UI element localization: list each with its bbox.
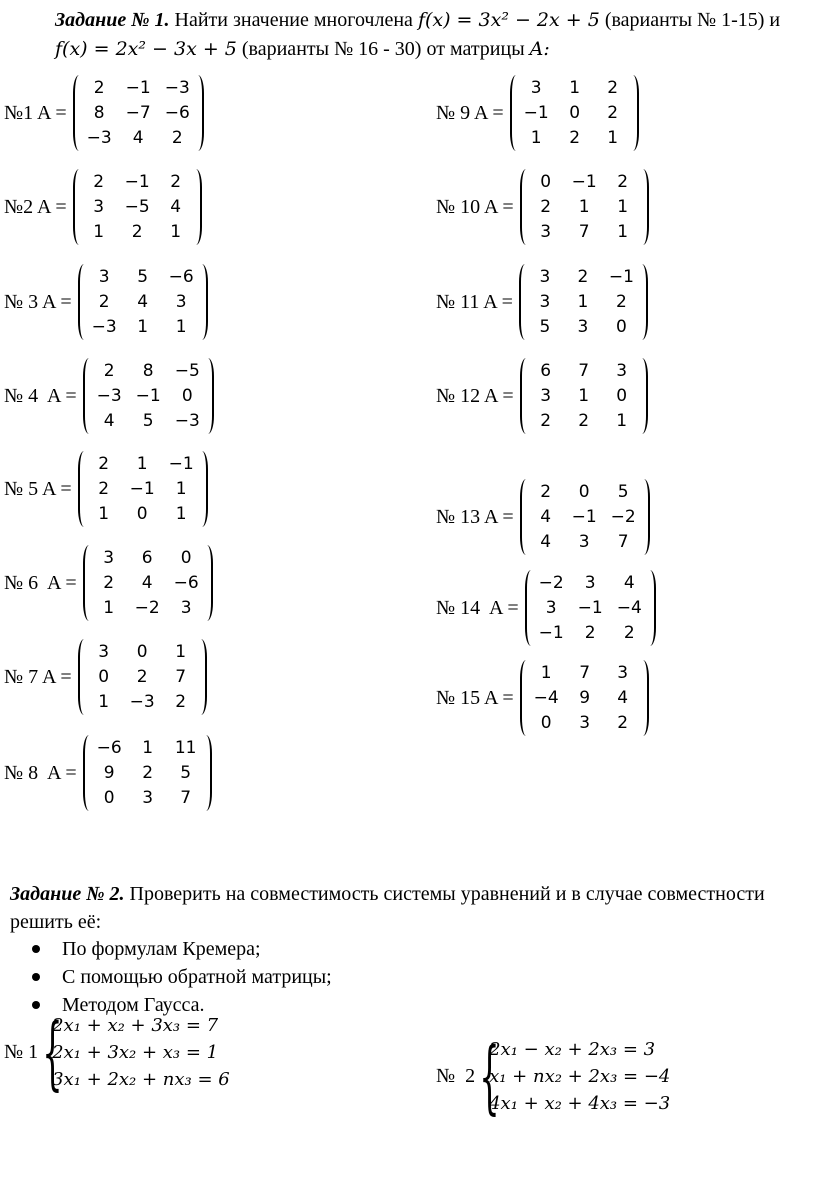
method-item: По формулам Кремера;	[28, 935, 332, 963]
matrix-variant	[436, 262, 648, 342]
matrix-cell: 2	[617, 172, 629, 192]
left-paren-icon	[520, 169, 532, 245]
matrix-grid	[92, 264, 194, 340]
right-paren-icon	[636, 358, 648, 434]
left-brace-icon: {	[42, 1005, 63, 1099]
matrix-cell: −6	[173, 573, 199, 593]
right-paren-icon	[190, 169, 202, 245]
matrix-cell: 0	[181, 386, 193, 406]
matrix-cell: 2	[175, 692, 187, 712]
method-item: Методом Гаусса.	[28, 991, 332, 1019]
matrix-cell: 2	[93, 78, 105, 98]
task1-text: Найти значение многочлена	[169, 9, 418, 31]
matrix	[519, 264, 648, 340]
right-paren-icon	[637, 660, 649, 736]
matrix-cell: 1	[175, 317, 187, 337]
matrix-cell: 2	[136, 667, 148, 687]
matrix-cell: 1	[617, 222, 629, 242]
matrix-cell: 2	[578, 411, 590, 431]
variant-label: № 3 A =	[4, 290, 72, 313]
bullet-icon	[32, 1001, 40, 1009]
matrix-grid	[97, 735, 198, 811]
matrix-cell: 5	[180, 763, 192, 783]
matrix-cell: 1	[175, 504, 187, 524]
matrix-symbol: A:	[529, 38, 550, 60]
matrix-cell: 2	[142, 763, 154, 783]
matrix	[73, 169, 202, 245]
matrix-grid	[87, 75, 190, 151]
matrix-cell: 3	[617, 663, 629, 683]
matrix-cell: 3	[545, 598, 557, 618]
bullet-icon	[32, 973, 40, 981]
equations	[52, 1012, 230, 1093]
left-paren-icon	[519, 264, 531, 340]
matrix-variant	[436, 73, 639, 153]
method-item: С помощью обратной матрицы;	[28, 963, 332, 991]
matrix-cell: 0	[136, 642, 148, 662]
matrix-cell: 3	[175, 292, 187, 312]
matrix-cell: 2	[131, 222, 143, 242]
matrix-cell: 3	[539, 292, 551, 312]
variant-label: № 11 A =	[436, 290, 513, 313]
matrix	[78, 639, 207, 715]
matrix-cell: 2	[623, 623, 635, 643]
variant-label: № 5 A =	[4, 477, 72, 500]
matrix-cell: 0	[136, 504, 148, 524]
matrix-cell: 3	[577, 317, 589, 337]
left-paren-icon	[520, 358, 532, 434]
matrix-cell: −1	[538, 623, 564, 643]
matrix-grid	[524, 75, 625, 151]
matrix-cell: 3	[579, 713, 591, 733]
variant-label: № 8 A =	[4, 761, 77, 784]
matrix-cell: 4	[103, 411, 115, 431]
matrix-cell: 3	[578, 532, 590, 552]
equation: 2x₁ + x₂ + 3x₃ = 7	[52, 1015, 219, 1036]
matrix-cell: 2	[170, 172, 182, 192]
matrix-cell: −1	[135, 386, 161, 406]
matrix-cell: −1	[571, 507, 597, 527]
equation-system-1	[4, 1005, 230, 1099]
matrix-variant	[436, 167, 649, 247]
matrix-cell: 3	[540, 386, 552, 406]
matrix-cell: 1	[136, 454, 148, 474]
matrix-grid	[534, 358, 634, 434]
left-paren-icon	[83, 358, 95, 434]
matrix	[83, 735, 212, 811]
matrix-cell: 3	[142, 788, 154, 808]
variant-label: № 7 A =	[4, 665, 72, 688]
matrix	[73, 75, 204, 151]
matrix-cell: 0	[98, 667, 110, 687]
matrix-cell: −1	[577, 598, 603, 618]
matrix-cell: 8	[93, 103, 105, 123]
right-paren-icon	[636, 264, 648, 340]
matrix-cell: −3	[91, 317, 117, 337]
left-paren-icon	[78, 264, 90, 340]
variant-label: № 12 A =	[436, 384, 514, 407]
matrix-grid	[97, 545, 199, 621]
matrix-grid	[534, 660, 635, 736]
matrix-grid	[534, 479, 636, 555]
matrix-grid	[87, 169, 188, 245]
matrix-cell: 2	[607, 103, 619, 123]
matrix-variant	[4, 543, 213, 623]
matrix	[78, 264, 208, 340]
right-paren-icon	[627, 75, 639, 151]
matrix-cell: 2	[607, 78, 619, 98]
matrix-cell: 4	[137, 292, 149, 312]
matrix-cell: 1	[578, 197, 590, 217]
right-paren-icon	[202, 358, 214, 434]
matrix-cell: 1	[540, 663, 552, 683]
equation: 2x₁ − x₂ + 2x₃ = 3	[489, 1039, 656, 1060]
matrix-cell: 6	[540, 361, 552, 381]
right-paren-icon	[638, 479, 650, 555]
matrix-cell: 0	[540, 713, 552, 733]
right-paren-icon	[200, 735, 212, 811]
equation-system-2	[436, 1029, 671, 1123]
matrix-cell: −1	[125, 78, 151, 98]
left-paren-icon	[83, 735, 95, 811]
right-paren-icon	[201, 545, 213, 621]
matrix-variant	[436, 658, 649, 738]
matrix-cell: 2	[171, 128, 183, 148]
variant-label: №2 A =	[4, 195, 67, 218]
matrix-cell: 1	[93, 222, 105, 242]
left-paren-icon	[73, 169, 85, 245]
matrix-cell: 7	[578, 222, 590, 242]
matrix-cell: −6	[168, 267, 194, 287]
matrix-cell: 2	[98, 454, 110, 474]
range-1: (варианты № 1-15) и	[599, 9, 781, 31]
task2-text: Проверить на совместимость системы уравнений и в случае совместности решить её:	[10, 883, 765, 933]
matrix-cell: −4	[533, 688, 559, 708]
left-paren-icon	[73, 75, 85, 151]
variant-label: № 15 A =	[436, 686, 514, 709]
matrix-cell: 3	[180, 598, 192, 618]
matrix-cell: 2	[103, 573, 115, 593]
variant-label: №1 A =	[4, 101, 67, 124]
matrix-cell: −3	[164, 78, 190, 98]
matrix-cell: 2	[615, 292, 627, 312]
right-paren-icon	[195, 639, 207, 715]
matrix-cell: −2	[538, 573, 564, 593]
matrix-cell: 4	[617, 688, 629, 708]
left-paren-icon	[78, 639, 90, 715]
matrix-cell: 2	[617, 713, 629, 733]
matrix-cell: 1	[578, 386, 590, 406]
matrix-cell: 2	[569, 128, 581, 148]
matrix-cell: 8	[142, 361, 154, 381]
matrix-cell: 2	[98, 292, 110, 312]
matrix-cell: 2	[577, 267, 589, 287]
matrix-cell: 1	[142, 738, 154, 758]
left-paren-icon	[510, 75, 522, 151]
matrix-cell: 3	[98, 267, 110, 287]
matrix-cell: −3	[129, 692, 155, 712]
matrix-cell: 0	[180, 548, 192, 568]
matrix-cell: 1	[175, 642, 187, 662]
matrix-cell: 0	[615, 317, 627, 337]
matrix-cell: 4	[623, 573, 635, 593]
matrix-cell: 3	[103, 548, 115, 568]
system-label: № 2	[436, 1065, 476, 1087]
left-paren-icon	[83, 545, 95, 621]
matrix-cell: 2	[540, 197, 552, 217]
task1-statement	[55, 6, 803, 64]
matrix-cell: 5	[142, 411, 154, 431]
matrix-variant	[4, 167, 202, 247]
equations	[489, 1036, 670, 1117]
matrix-cell: 9	[103, 763, 115, 783]
matrix-variant	[4, 733, 212, 813]
matrix-cell: 2	[103, 361, 115, 381]
matrix-cell: 1	[616, 411, 628, 431]
equation: 3x₁ + 2x₂ + nx₃ = 6	[52, 1069, 230, 1090]
matrix-cell: 7	[579, 663, 591, 683]
matrix-cell: −5	[174, 361, 200, 381]
right-paren-icon	[644, 570, 656, 646]
matrix-cell: 7	[578, 361, 590, 381]
matrix-cell: 1	[175, 479, 187, 499]
matrix-grid	[97, 358, 200, 434]
matrix-cell: 1	[170, 222, 182, 242]
matrix-cell: −1	[129, 479, 155, 499]
matrix-cell: 0	[616, 386, 628, 406]
matrix-cell: 3	[584, 573, 596, 593]
right-paren-icon	[637, 169, 649, 245]
matrix-variant	[4, 449, 208, 529]
matrix-cell: −4	[616, 598, 642, 618]
matrix-cell: 2	[540, 411, 552, 431]
matrix-variant	[4, 73, 204, 153]
left-brace-icon: {	[479, 1029, 500, 1123]
variant-label: № 10 A =	[436, 195, 514, 218]
matrix-variant	[436, 356, 648, 436]
left-paren-icon	[520, 660, 532, 736]
matrix-cell: −3	[96, 386, 122, 406]
matrix-cell: 2	[98, 479, 110, 499]
matrix-cell: 1	[530, 128, 542, 148]
matrix-cell: 7	[617, 532, 629, 552]
matrix	[83, 358, 214, 434]
left-paren-icon	[525, 570, 537, 646]
matrix-cell: 5	[137, 267, 149, 287]
task1-title: Задание № 1.	[55, 9, 170, 31]
matrix-cell: 7	[175, 667, 187, 687]
matrix-cell: −6	[164, 103, 190, 123]
matrix-cell: −1	[168, 454, 194, 474]
matrix-cell: 0	[578, 482, 590, 502]
matrix-cell: 4	[540, 507, 552, 527]
variant-label: № 14 A =	[436, 596, 519, 619]
matrix-cell: 0	[103, 788, 115, 808]
matrix-grid	[92, 639, 193, 715]
matrix-cell: 5	[539, 317, 551, 337]
matrix-cell: 3	[98, 642, 110, 662]
left-paren-icon	[520, 479, 532, 555]
equation: x₁ + nx₂ + 2x₃ = −4	[489, 1066, 671, 1087]
matrix-cell: −6	[96, 738, 122, 758]
matrix-cell: 4	[540, 532, 552, 552]
right-paren-icon	[196, 264, 208, 340]
variant-label: № 13 A =	[436, 505, 514, 528]
matrix-cell: 5	[617, 482, 629, 502]
matrix-cell: 2	[93, 172, 105, 192]
matrix	[525, 570, 656, 646]
polynomial-2: f(x) = 2x² − 3x + 5	[55, 38, 237, 60]
matrix-cell: 2	[584, 623, 596, 643]
matrix-cell: 1	[98, 504, 110, 524]
matrix	[520, 169, 649, 245]
matrix-grid	[533, 264, 634, 340]
matrix-grid	[92, 451, 194, 527]
equation: 4x₁ + x₂ + 4x₃ = −3	[489, 1093, 671, 1114]
right-paren-icon	[196, 451, 208, 527]
matrix-cell: 6	[141, 548, 153, 568]
matrix-cell: −2	[610, 507, 636, 527]
matrix-cell: 11	[174, 738, 197, 758]
right-paren-icon	[192, 75, 204, 151]
matrix-variant	[436, 568, 656, 648]
matrix-cell: 3	[530, 78, 542, 98]
matrix-cell: 3	[539, 267, 551, 287]
left-paren-icon	[78, 451, 90, 527]
matrix-cell: −3	[174, 411, 200, 431]
matrix	[510, 75, 639, 151]
matrix-cell: 1	[569, 78, 581, 98]
matrix-cell: −2	[134, 598, 160, 618]
matrix-cell: −3	[86, 128, 112, 148]
matrix-variant	[4, 637, 207, 717]
method-list	[28, 935, 332, 1019]
matrix	[520, 660, 649, 736]
variant-label: № 9 A =	[436, 101, 504, 124]
matrix	[520, 479, 650, 555]
system-label: № 1	[4, 1041, 39, 1063]
matrix-cell: 1	[137, 317, 149, 337]
equation: 2x₁ + 3x₂ + x₃ = 1	[52, 1042, 219, 1063]
range-2: (варианты № 16 - 30) от матрицы	[236, 38, 530, 60]
matrix-variant	[4, 356, 214, 436]
matrix-cell: 2	[540, 482, 552, 502]
matrix-cell: 0	[540, 172, 552, 192]
matrix-grid	[539, 570, 642, 646]
matrix-cell: −5	[124, 197, 150, 217]
matrix-cell: 1	[577, 292, 589, 312]
matrix-cell: 4	[170, 197, 182, 217]
task2-statement	[10, 880, 790, 936]
matrix-variant	[4, 262, 208, 342]
matrix-cell: 3	[540, 222, 552, 242]
polynomial-1: f(x) = 3x² − 2x + 5	[417, 9, 600, 31]
variant-label: № 4 A =	[4, 384, 77, 407]
matrix-cell: 4	[141, 573, 153, 593]
matrix-cell: 3	[616, 361, 628, 381]
matrix-cell: 1	[103, 598, 115, 618]
matrix-cell: −1	[523, 103, 549, 123]
matrix-cell: −1	[571, 172, 597, 192]
matrix-cell: −1	[608, 267, 634, 287]
variant-label: № 6 A =	[4, 571, 77, 594]
matrix-cell: 4	[132, 128, 144, 148]
matrix-cell: 7	[180, 788, 192, 808]
matrix-cell: 1	[607, 128, 619, 148]
matrix-cell: 0	[569, 103, 581, 123]
matrix-cell: −1	[124, 172, 150, 192]
matrix	[520, 358, 648, 434]
matrix-grid	[534, 169, 635, 245]
task2-title: Задание № 2.	[10, 883, 125, 905]
matrix-cell: 1	[617, 197, 629, 217]
matrix-cell: −7	[125, 103, 151, 123]
bullet-icon	[32, 945, 40, 953]
matrix-cell: 1	[98, 692, 110, 712]
matrix	[78, 451, 208, 527]
matrix	[83, 545, 213, 621]
matrix-cell: 3	[93, 197, 105, 217]
matrix-cell: 9	[579, 688, 591, 708]
matrix-variant	[436, 477, 650, 557]
